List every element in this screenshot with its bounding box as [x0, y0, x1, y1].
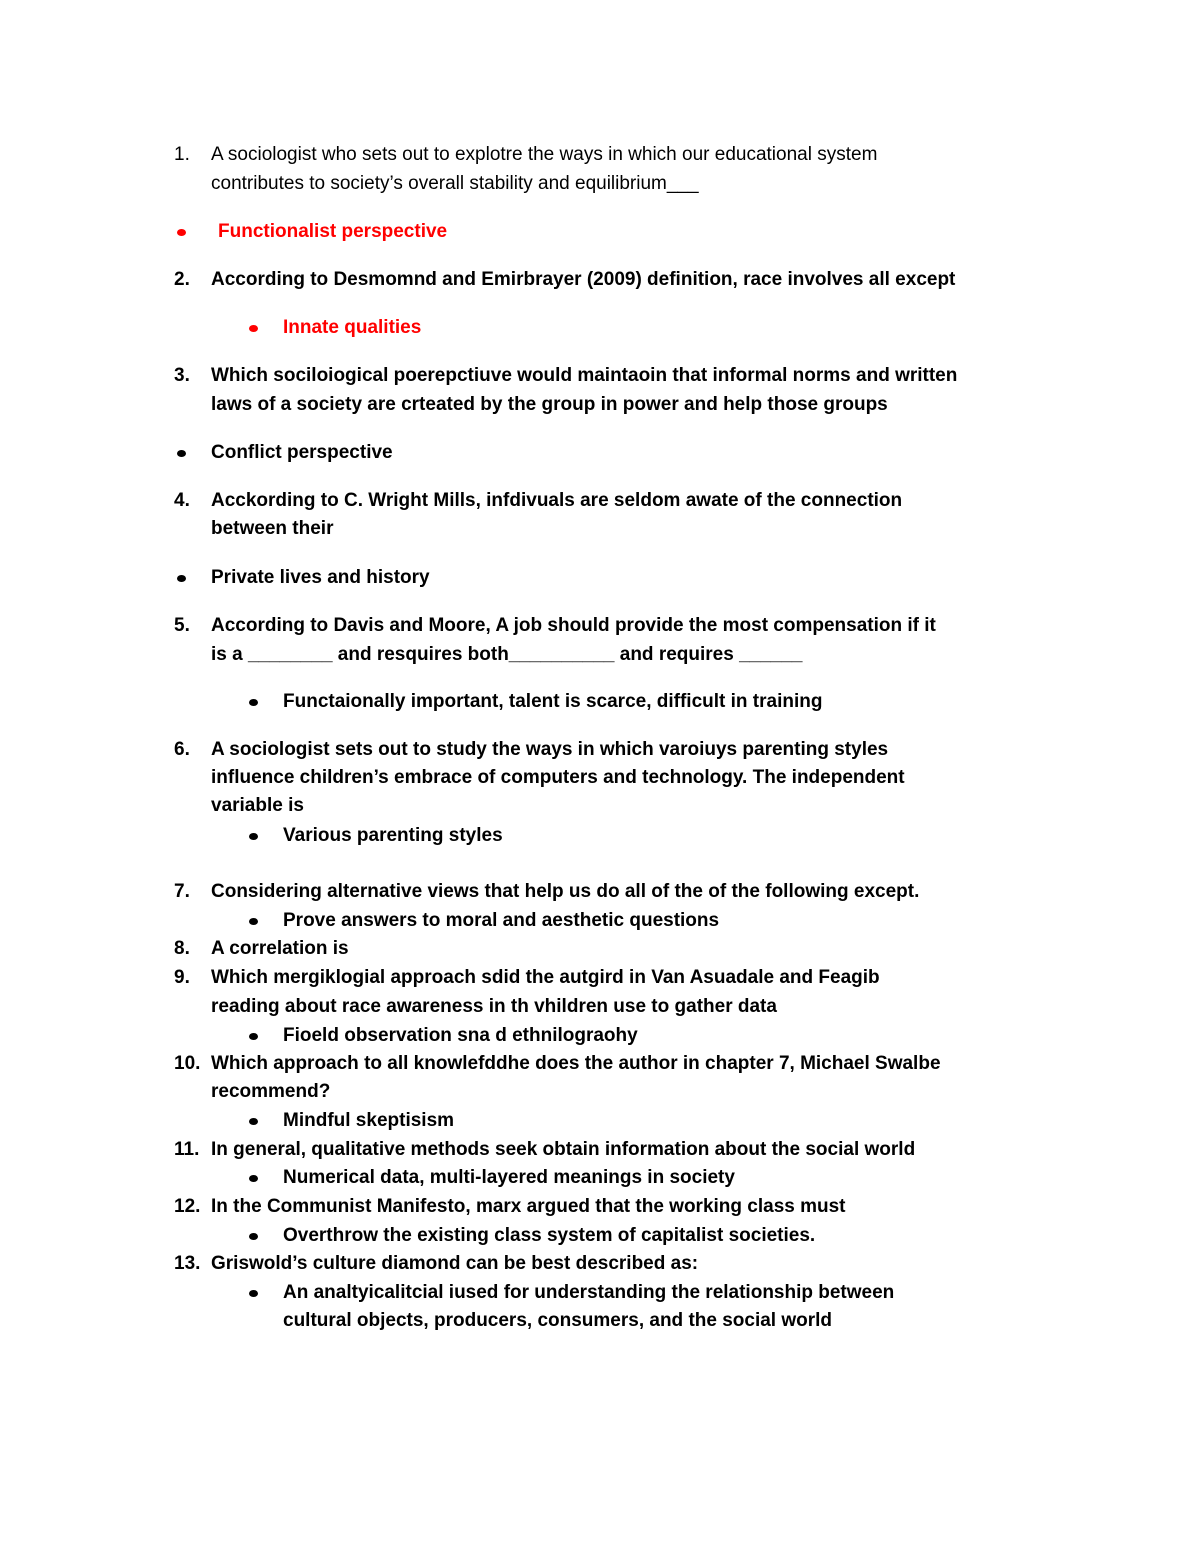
- question-text: Which approach to all knowlefddhe does the author in chapter 7, Michael Swalbe: [211, 1053, 941, 1074]
- question-number: 12.: [174, 1196, 201, 1217]
- question-number: 4.: [174, 490, 190, 511]
- answer-text: cultural objects, producers, consumers, and the social world: [283, 1310, 833, 1331]
- question-text: In general, qualitative methods seek obtain information about the social world: [211, 1139, 916, 1160]
- question-text: contributes to society’s overall stability and equilibrium___: [211, 173, 699, 194]
- question-text: variable is: [211, 795, 304, 816]
- question-text: According to Desmomnd and Emirbrayer (2009) definition, race involves all except: [211, 269, 956, 290]
- question-text: Acckording to C. Wright Mills, infdivuals are seldom awate of the connection: [211, 490, 903, 511]
- answer-text: Mindful skeptisism: [283, 1110, 455, 1131]
- question-text: reading about race awareness in th vhildren use to gather data: [211, 996, 777, 1017]
- question-text: recommend?: [211, 1081, 331, 1102]
- answer-text: Numerical data, multi-layered meanings in society: [283, 1167, 735, 1188]
- answer-text: Innate qualities: [283, 317, 422, 338]
- question-number: 13.: [174, 1253, 201, 1274]
- question-text: A sociologist who sets out to explotre the ways in which our educational system: [211, 144, 878, 165]
- answer-text: Functaionally important, talent is scarce, difficult in training: [283, 691, 823, 712]
- question-number: 7.: [174, 881, 190, 902]
- answer-text: Private lives and history: [211, 567, 430, 588]
- question-text: In the Communist Manifesto, marx argued that the working class must: [211, 1196, 846, 1217]
- question-number: 10.: [174, 1053, 201, 1074]
- question-text: Considering alternative views that help us do all of the of the following except.: [211, 881, 920, 902]
- answer-text: Prove answers to moral and aesthetic questions: [283, 910, 720, 931]
- question-text: A correlation is: [211, 938, 349, 959]
- bullet-icon: [177, 575, 186, 582]
- question-number: 2.: [174, 269, 190, 290]
- question-text: laws of a society are crteated by the group in power and help those groups: [211, 394, 888, 415]
- answer-text: Conflict perspective: [211, 442, 393, 463]
- question-text: Which sociloiogical poerepctiuve would maintaoin that informal norms and written: [211, 365, 958, 386]
- question-text: According to Davis and Moore, A job should provide the most compensation if it: [211, 615, 936, 636]
- bullet-icon: [249, 1233, 258, 1240]
- question-text: A sociologist sets out to study the ways in which varoiuys parenting styles: [211, 739, 889, 760]
- bullet-icon: [177, 450, 186, 457]
- question-text: influence children’s embrace of computers and technology. The independent: [211, 767, 905, 788]
- question-number: 6.: [174, 739, 190, 760]
- answer-text: Various parenting styles: [283, 825, 503, 846]
- answer-text: An analtyicalitcial iused for understanding the relationship between: [283, 1282, 895, 1303]
- question-number: 3.: [174, 365, 190, 386]
- question-number: 8.: [174, 938, 190, 959]
- question-number: 1.: [174, 144, 190, 165]
- question-number: 11.: [174, 1139, 200, 1160]
- bullet-icon: [249, 1175, 258, 1182]
- question-text: Which mergiklogial approach sdid the autgird in Van Asuadale and Feagib: [211, 967, 880, 988]
- answer-text: Fioeld observation sna d ethnilograohy: [283, 1025, 638, 1046]
- question-number: 5.: [174, 615, 190, 636]
- bullet-icon: [249, 1290, 258, 1297]
- bullet-icon: [177, 229, 186, 236]
- question-text: is a ________ and resquires both__________ and requires ______: [211, 644, 803, 665]
- answer-text: Functionalist perspective: [218, 221, 448, 242]
- bullet-icon: [249, 325, 258, 332]
- bullet-icon: [249, 833, 258, 840]
- bullet-icon: [249, 1033, 258, 1040]
- bullet-icon: [249, 1118, 258, 1125]
- question-text: between their: [211, 518, 334, 539]
- answer-text: Overthrow the existing class system of capitalist societies.: [283, 1225, 816, 1246]
- question-text: Griswold’s culture diamond can be best described as:: [211, 1253, 699, 1274]
- bullet-icon: [249, 699, 258, 706]
- bullet-icon: [249, 918, 258, 925]
- question-number: 9.: [174, 967, 190, 988]
